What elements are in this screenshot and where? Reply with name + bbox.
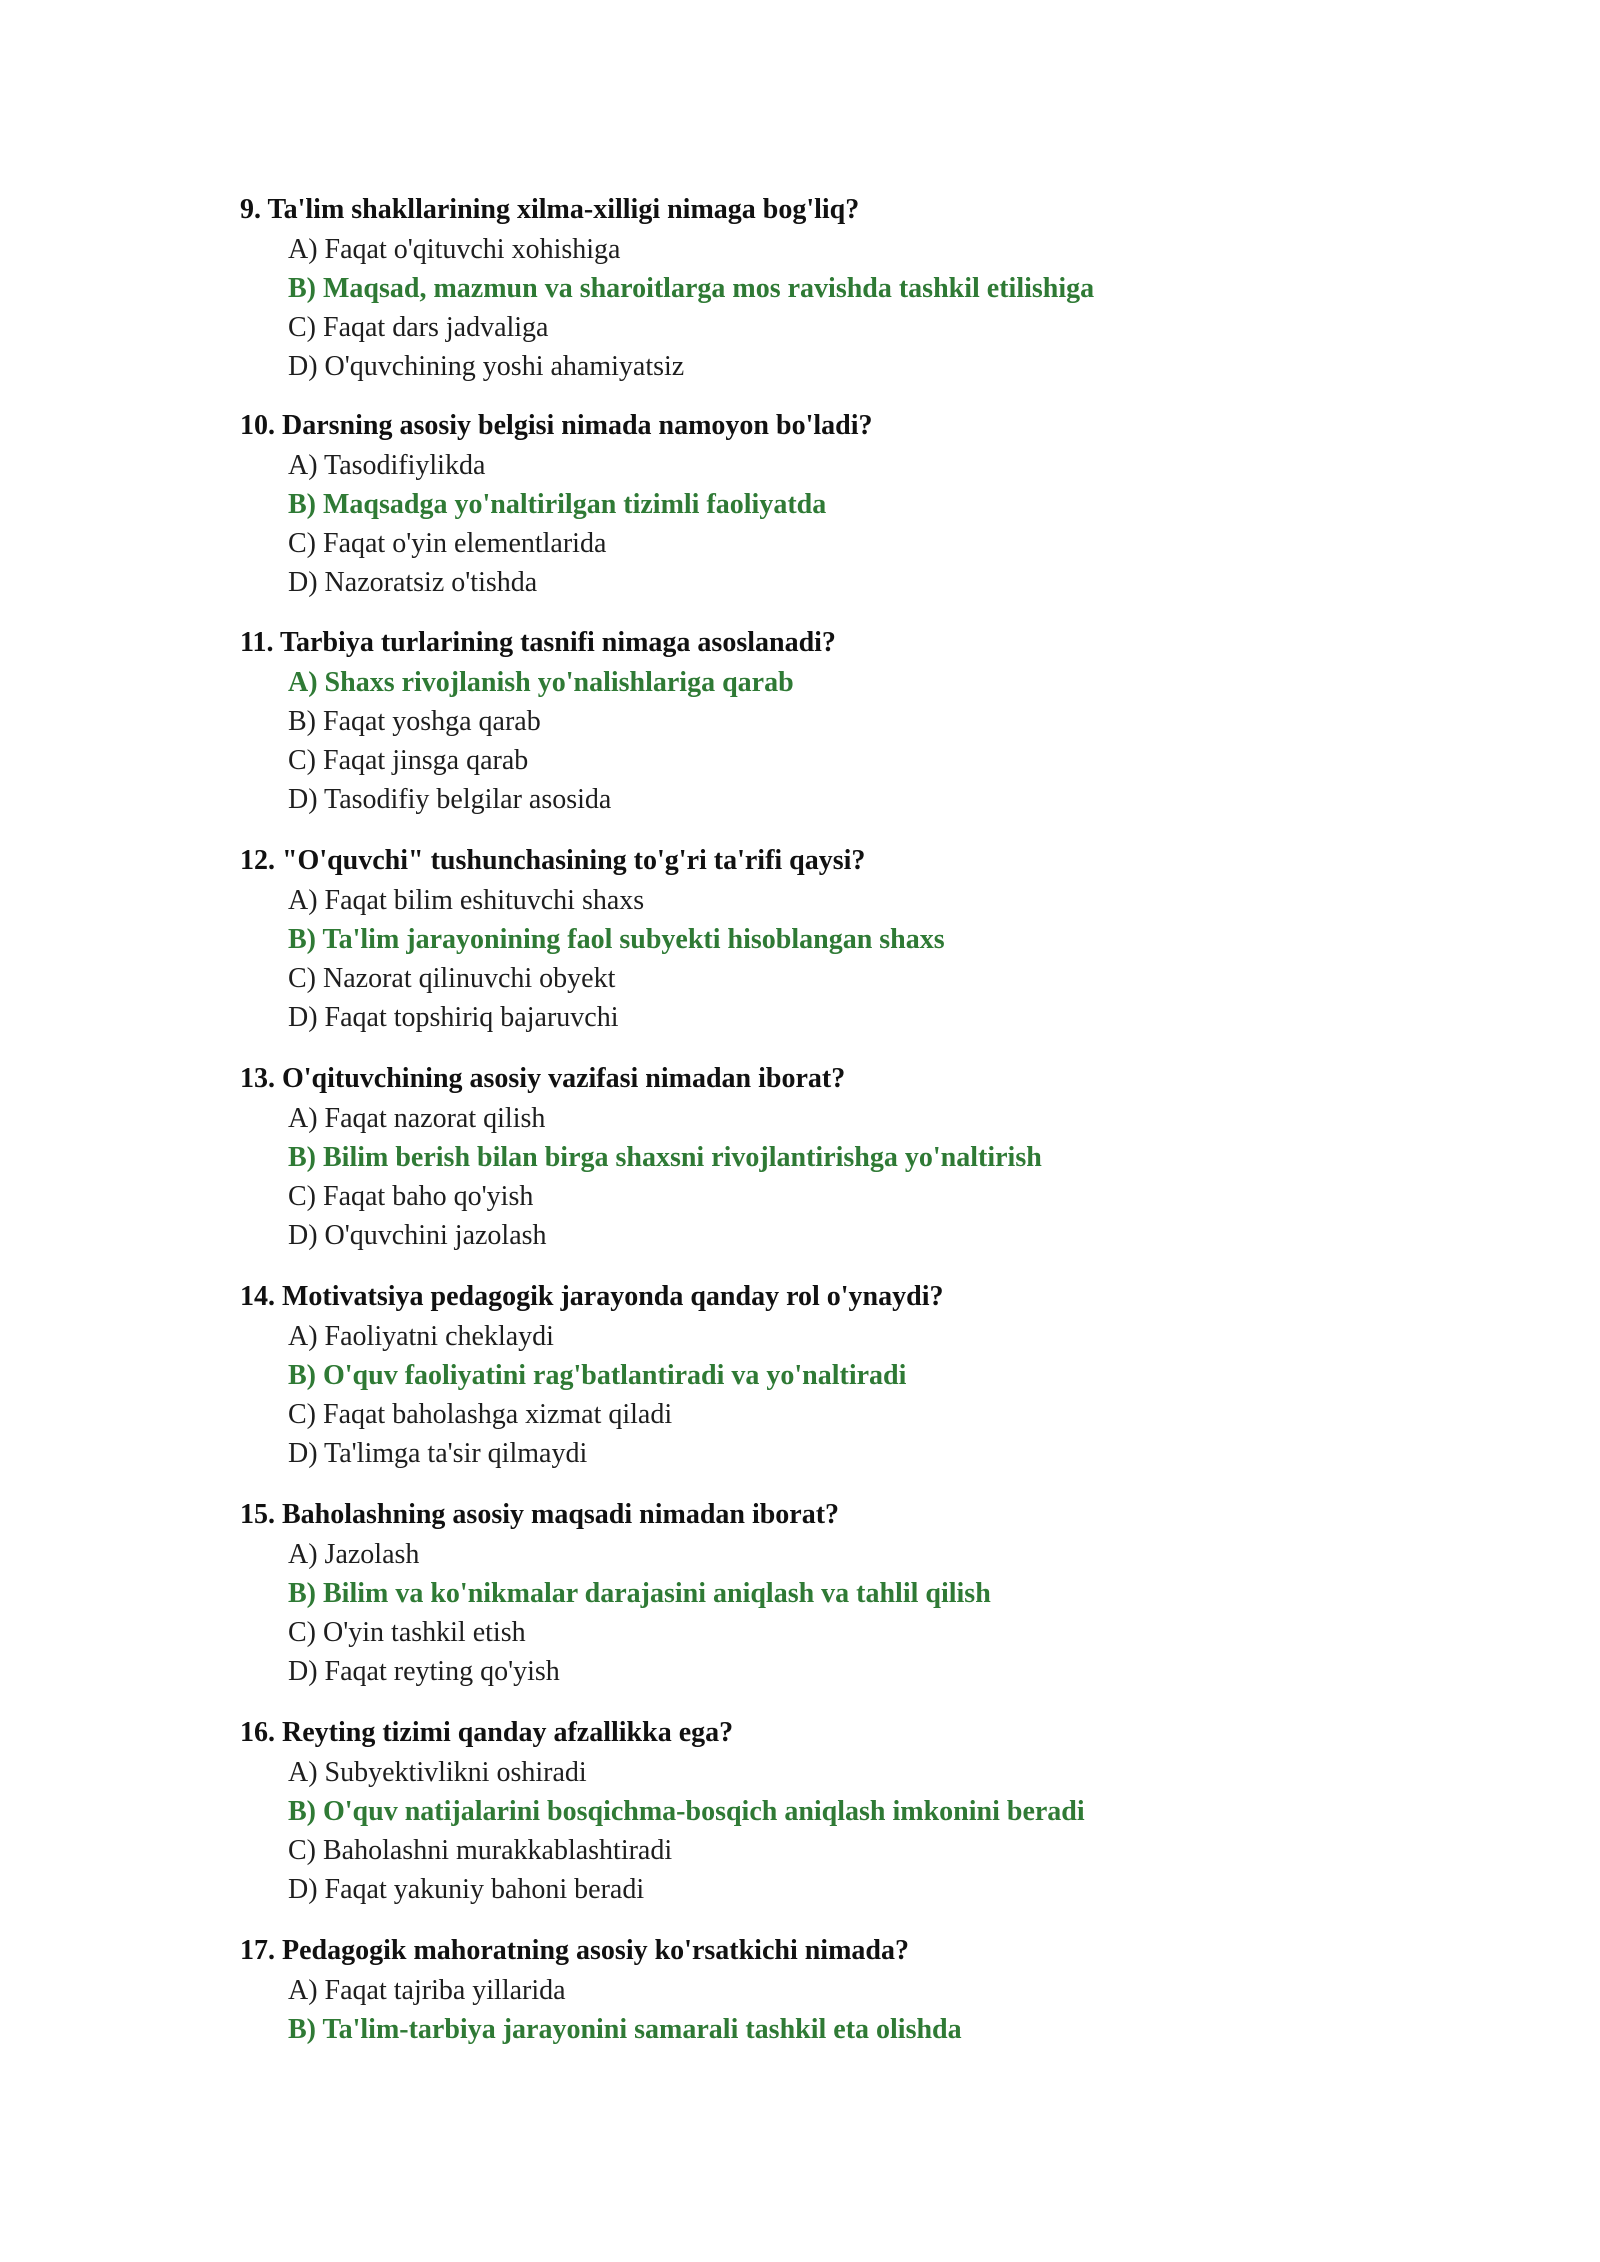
answer-option: A) Subyektivlikni oshiradi xyxy=(288,1757,587,1788)
question-block xyxy=(240,1059,1440,1255)
answer-option: D) O'quvchining yoshi ahamiyatsiz xyxy=(288,351,685,382)
answer-option: D) Tasodifiy belgilar asosida xyxy=(288,784,612,815)
answer-option: C) Faqat dars jadvaliga xyxy=(288,312,549,343)
question-block xyxy=(240,841,1440,1037)
question-block xyxy=(240,1277,1440,1473)
question-title: 15. Baholashning asosiy maqsadi nimadan iborat? xyxy=(240,1499,840,1530)
answer-option-correct: A) Shaxs rivojlanish yo'nalishlariga qarab xyxy=(288,667,794,698)
answer-option: C) Baholashni murakkablashtiradi xyxy=(288,1835,673,1866)
answer-option: D) Faqat reyting qo'yish xyxy=(288,1656,560,1687)
answer-option: A) Faoliyatni cheklaydi xyxy=(288,1321,554,1352)
answer-option: A) Tasodifiylikda xyxy=(288,450,486,481)
answer-option: A) Faqat bilim eshituvchi shaxs xyxy=(288,885,645,916)
answer-option-correct: B) O'quv faoliyatini rag'batlantiradi va yo'naltiradi xyxy=(288,1360,907,1391)
answer-option: D) Faqat topshiriq bajaruvchi xyxy=(288,1002,619,1033)
question-title: 16. Reyting tizimi qanday afzallikka ega? xyxy=(240,1717,734,1748)
question-title: 17. Pedagogik mahoratning asosiy ko'rsatkichi nimada? xyxy=(240,1935,909,1966)
question-title: 11. Tarbiya turlarining tasnifi nimaga asoslanadi? xyxy=(240,627,836,658)
answer-option-correct: B) Maqsadga yo'naltirilgan tizimli faoliyatda xyxy=(288,489,827,520)
answer-option-correct: B) Bilim berish bilan birga shaxsni rivojlantirishga yo'naltirish xyxy=(288,1142,1042,1173)
answer-option-correct: B) O'quv natijalarini bosqichma-bosqich aniqlash imkonini beradi xyxy=(288,1796,1085,1827)
answer-option-correct: B) Bilim va ko'nikmalar darajasini aniqlash va tahlil qilish xyxy=(288,1578,991,1609)
question-block xyxy=(240,1931,1440,2049)
question-block xyxy=(240,1495,1440,1691)
answer-option: A) Jazolash xyxy=(288,1539,420,1570)
answer-option: C) Faqat baholashga xizmat qiladi xyxy=(288,1399,673,1430)
answer-option: B) Faqat yoshga qarab xyxy=(288,706,541,737)
question-title: 9. Ta'lim shakllarining xilma-xilligi nimaga bog'liq? xyxy=(240,194,860,225)
question-block xyxy=(240,406,1440,602)
answer-option-correct: B) Ta'lim jarayonining faol subyekti hisoblangan shaxs xyxy=(288,924,945,955)
answer-option: C) O'yin tashkil etish xyxy=(288,1617,526,1648)
question-title: 12. "O'quvchi" tushunchasining to'g'ri ta'rifi qaysi? xyxy=(240,845,866,876)
answer-option: C) Faqat o'yin elementlarida xyxy=(288,528,607,559)
answer-option: A) Faqat o'qituvchi xohishiga xyxy=(288,234,621,265)
question-title: 14. Motivatsiya pedagogik jarayonda qanday rol o'ynaydi? xyxy=(240,1281,944,1312)
answer-option-correct: B) Ta'lim-tarbiya jarayonini samarali tashkil eta olishda xyxy=(288,2014,962,2045)
question-block xyxy=(240,190,1440,386)
answer-option-correct: B) Maqsad, mazmun va sharoitlarga mos ravishda tashkil etilishiga xyxy=(288,273,1095,304)
question-block xyxy=(240,623,1440,819)
question-block xyxy=(240,1713,1440,1909)
answer-option: A) Faqat nazorat qilish xyxy=(288,1103,546,1134)
answer-option: C) Nazorat qilinuvchi obyekt xyxy=(288,963,616,994)
question-title: 13. O'qituvchining asosiy vazifasi nimadan iborat? xyxy=(240,1063,846,1094)
answer-option: D) Nazoratsiz o'tishda xyxy=(288,567,538,598)
answer-option: C) Faqat baho qo'yish xyxy=(288,1181,534,1212)
answer-option: D) Ta'limga ta'sir qilmaydi xyxy=(288,1438,588,1469)
answer-option: D) O'quvchini jazolash xyxy=(288,1220,547,1251)
answer-option: D) Faqat yakuniy bahoni beradi xyxy=(288,1874,645,1905)
question-title: 10. Darsning asosiy belgisi nimada namoyon bo'ladi? xyxy=(240,410,873,441)
answer-option: C) Faqat jinsga qarab xyxy=(288,745,529,776)
answer-option: A) Faqat tajriba yillarida xyxy=(288,1975,566,2006)
